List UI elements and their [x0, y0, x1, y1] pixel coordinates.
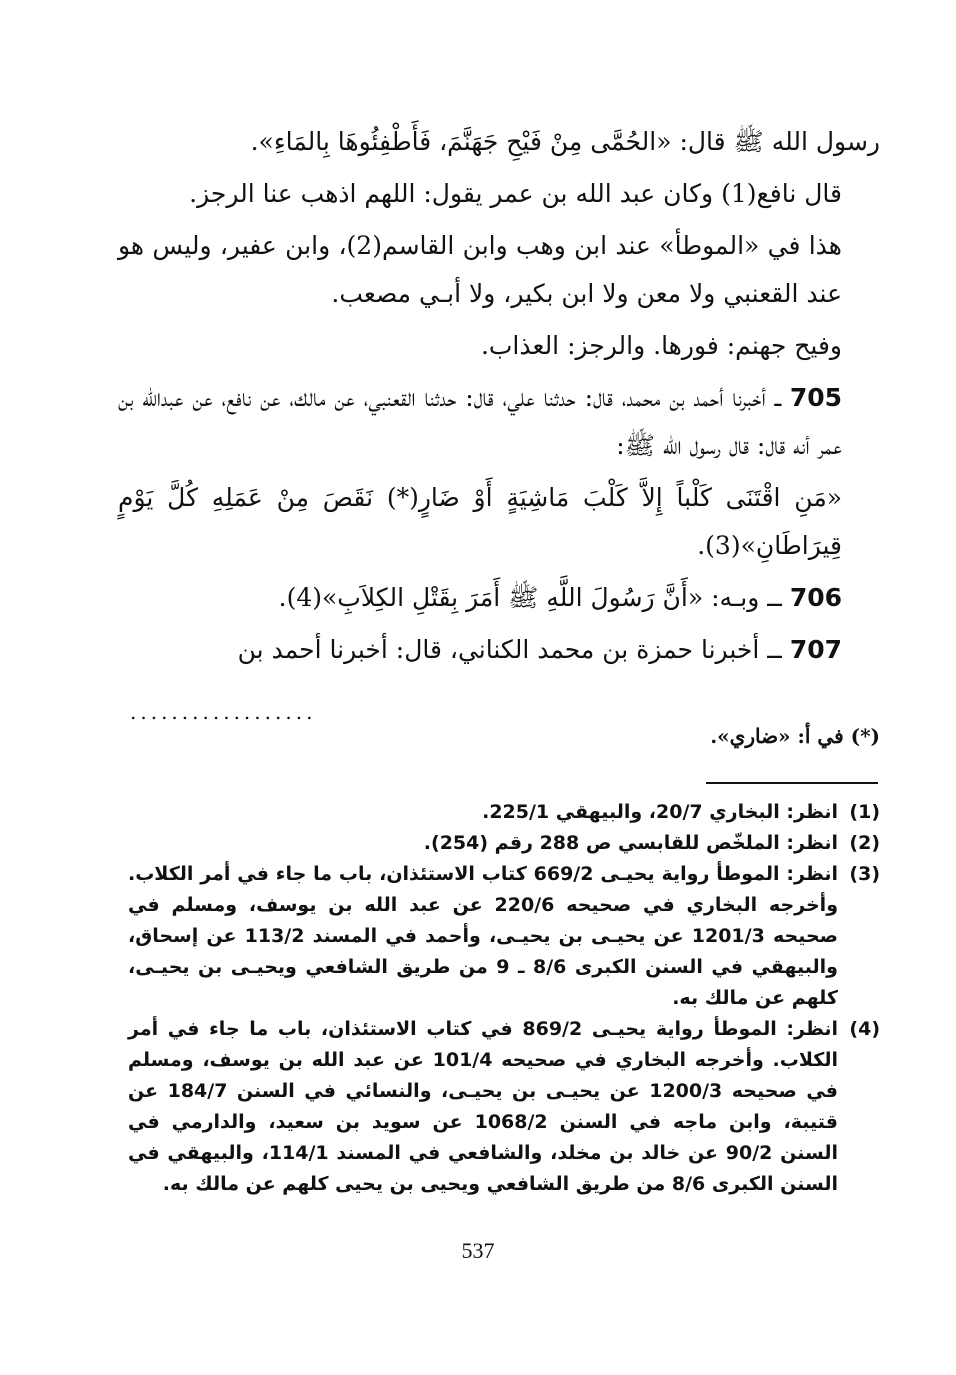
dotted-separator: ..................	[130, 700, 317, 724]
hadith-707-text: ــ أخبرنا حمزة بن محمد الكناني، قال: أخبرنا أحمد بن	[237, 635, 790, 664]
footnotes	[128, 797, 880, 1200]
text-line-2: قال نافع(1) وكان عبد الله بن عمر يقول: اللهم اذهب عنا الرجز.	[189, 179, 842, 208]
hadith-number-705: 705	[789, 383, 842, 412]
main-text	[118, 118, 880, 678]
footnote-text: انظر: الموطأ رواية يحيـى 869/2 في كتاب الاستئذان، باب ما جاء في أمر الكلاب. وأخرجه البخاري في صحيحه 101/4 عن عبد الله بن يوسف، ومسلم في صحيحه 1200/3 عن يحيـى بن يحيـى، والنسائي في السنن 184/7 عن قتيبة، وابن ماجه في السنن 1068/2 عن سويد بن سعيد، والدارمي في السنن 90/2 عن خالد بن مخلد، والشافعي في المسند 114/1، والبيهقي في السنن الكبرى 8/6 من طريق الشافعي ويحيى بن يحيى كلهم عن مالك به.	[128, 1018, 839, 1195]
hadith-705-text: «مَنِ اقْتَنَى كَلْباً إِلاَّ كَلْبَ مَاشِيَةٍ أَوْ ضَارٍ(*) نَقَصَ مِنْ عَمَلِهِ كُلَّ يَوْمٍ قِيرَاطَانِ»(3).	[118, 483, 842, 560]
footnote-1	[128, 797, 880, 828]
footnote-text: انظر: البخاري 20/7، والبيهقي 225/1.	[482, 801, 838, 823]
footnote-number: (1)	[849, 801, 880, 823]
hadith-number-707: 707	[789, 635, 842, 664]
footnote-3	[128, 859, 880, 1014]
footnote-number: (4)	[849, 1018, 880, 1040]
footnote-4	[128, 1014, 880, 1200]
text-line-1: رسول الله ﷺ قال: «الحُمَّى مِنْ فَيْحِ جَهَنَّمَ، فَأَطْفِئُوهَا بِالمَاءِ».	[250, 127, 880, 156]
footnote-text: انظر: الموطأ رواية يحيـى 669/2 كتاب الاستئذان، باب ما جاء في أمر الكلاب. وأخرجه البخاري في صحيحه 220/6 عن عبد الله بن يوسف، ومسلم في صحيحه 1201/3 عن يحيـى بن يحيـى، وأحمد في المسند 113/2 عن إسحاق، والبيهقي في السنن الكبرى 8/6 ـ 9 من طريق الشافعي ويحيـى بن يحيـى، كلهم عن مالك به.	[128, 863, 839, 1009]
page-number: 537	[461, 1238, 495, 1263]
footnote-number: (2)	[849, 832, 880, 854]
text-line-4: وفيح جهنم: فورها. والرجز: العذاب.	[480, 331, 842, 360]
footnote-number: (3)	[849, 863, 880, 885]
hadith-number-706: 706	[789, 583, 842, 612]
hadith-705-paragraph	[118, 374, 880, 470]
text-paragraph-3: هذا في «الموطأ» عند ابن وهب وابن القاسم(2)، وابن عفير، وليس هو عند القعنبي ولا معن ولا ابن بكير، ولا أبـي مصعب.	[118, 231, 842, 308]
footnote-text: انظر: الملخّص للقابسي ص 288 رقم (254).	[423, 832, 838, 854]
hadith-706-paragraph	[118, 574, 880, 622]
footnote-2	[128, 828, 880, 859]
hadith-707-paragraph	[118, 626, 880, 674]
footnote-divider	[706, 782, 878, 784]
asterisk-note: (*) في أ: «ضاري».	[710, 724, 880, 748]
hadith-705-chain: ــ أخبرنا أحمد بن محمد، قال: حدثنا علي، قال: حدثنا القعنبي، عن مالك، عن نافع، عن عبدالله بن عمر أنه قال: قال رسول الله ﷺ:	[118, 383, 842, 460]
hadith-706-text: ــ وبـه: «أَنَّ رَسُولَ اللَّهِ ﷺ أَمَرَ بِقَتْلِ الكِلاَبِ»(4).	[278, 583, 790, 612]
